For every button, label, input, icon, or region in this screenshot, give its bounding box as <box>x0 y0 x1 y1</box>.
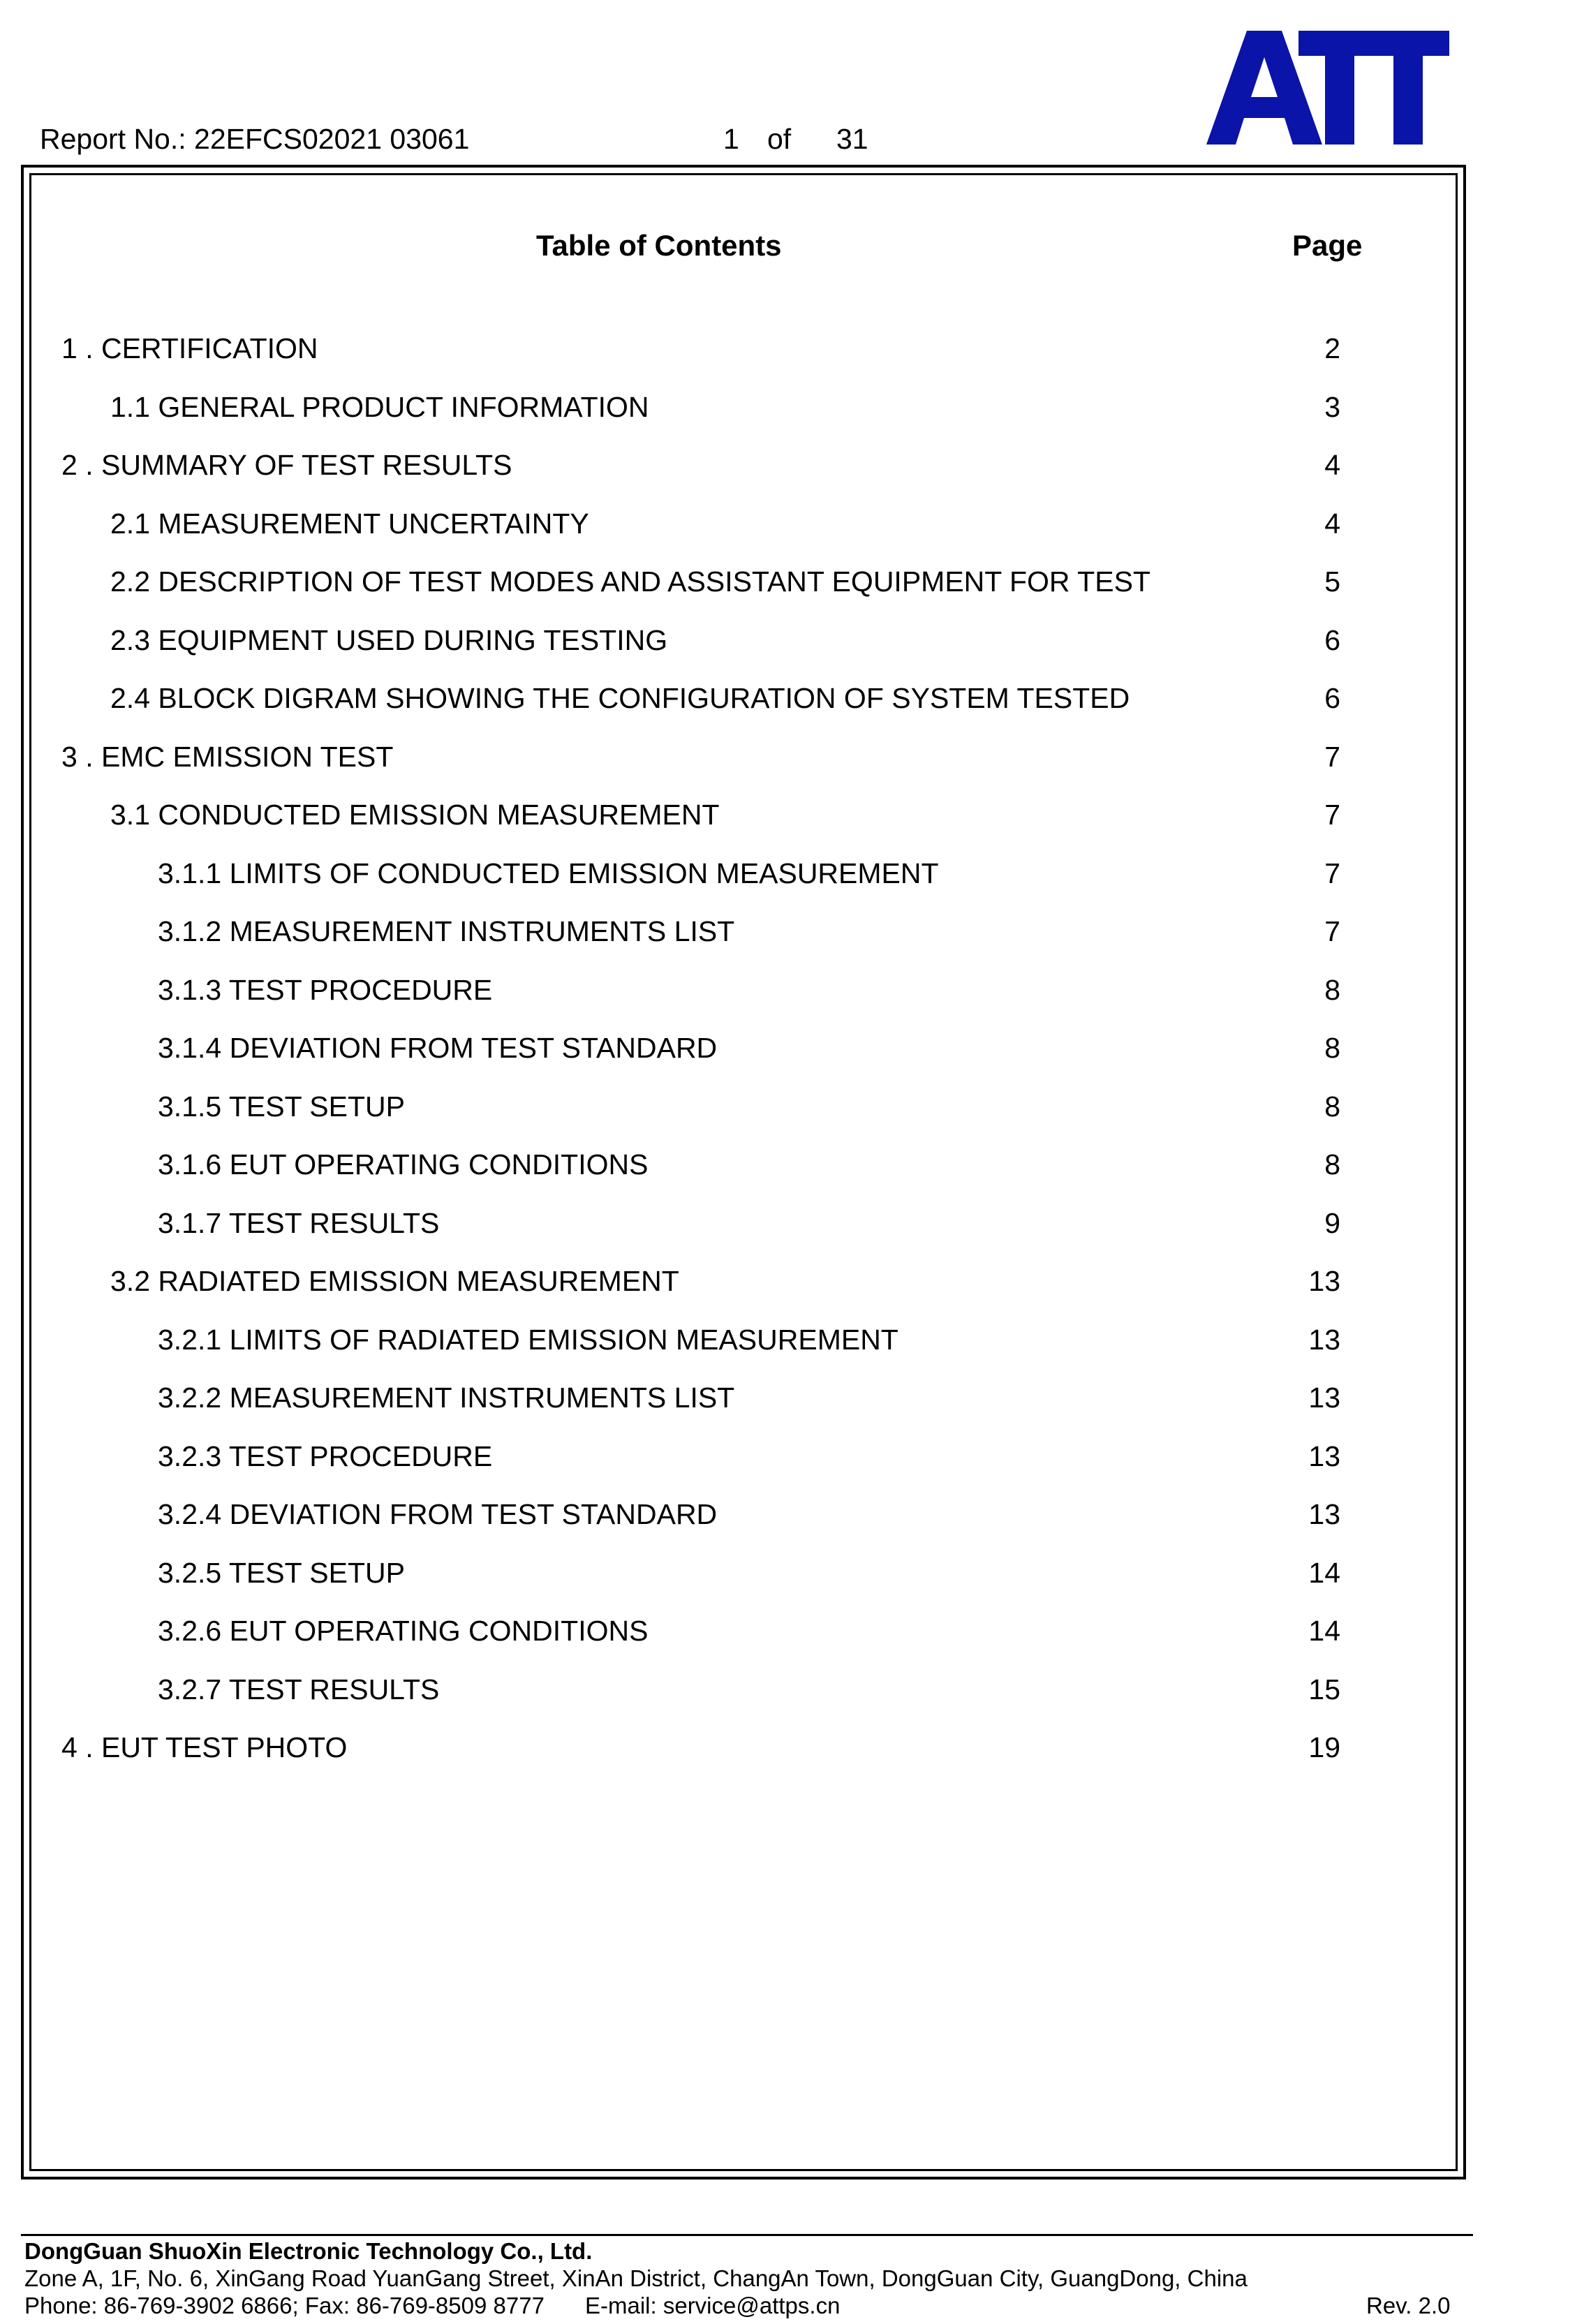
toc-entry-label: 3.2 RADIATED EMISSION MEASUREMENT <box>110 1265 679 1297</box>
footer-address: Zone A, 1F, No. 6, XinGang Road YuanGang Street, XinAn District, ChangAn Town, DongGuan City, GuangDong, China <box>24 2265 1248 2291</box>
toc-entry[interactable] <box>0 332 1591 374</box>
toc-entry-page: 13 <box>1308 1265 1340 1297</box>
toc-entry-page: 7 <box>1324 741 1340 773</box>
toc-entry[interactable] <box>0 1090 1591 1132</box>
toc-entry-page: 4 <box>1324 449 1340 481</box>
footer-revision: Rev. 2.0 <box>1366 2293 1451 2318</box>
toc-entry[interactable] <box>0 1673 1591 1715</box>
toc-entry-label: 2.1 MEASUREMENT UNCERTAINTY <box>110 508 589 540</box>
toc-entry[interactable] <box>0 974 1591 1016</box>
toc-entry[interactable] <box>0 915 1591 957</box>
toc-entry-label: 2 . SUMMARY OF TEST RESULTS <box>61 449 512 481</box>
toc-entry-label: 3.2.3 TEST PROCEDURE <box>158 1440 493 1472</box>
toc-entry-label: 4 . EUT TEST PHOTO <box>61 1731 348 1763</box>
toc-entry-page: 13 <box>1308 1382 1340 1414</box>
toc-entry-page: 8 <box>1324 1148 1340 1180</box>
toc-entry-page: 14 <box>1308 1557 1340 1589</box>
toc-entry-page: 3 <box>1324 391 1340 423</box>
toc-entry[interactable] <box>0 391 1591 433</box>
toc-entry-page: 9 <box>1324 1207 1340 1239</box>
toc-entry[interactable] <box>0 1265 1591 1307</box>
toc-entry-page: 7 <box>1324 915 1340 947</box>
toc-entry-label: 2.4 BLOCK DIGRAM SHOWING THE CONFIGURATION OF SYSTEM TESTED <box>110 682 1130 714</box>
toc-entry[interactable] <box>0 741 1591 783</box>
toc-entry[interactable] <box>0 1148 1591 1190</box>
footer-company: DongGuan ShuoXin Electronic Technology Co., Ltd. <box>24 2238 593 2264</box>
toc-entry[interactable] <box>0 1324 1591 1365</box>
toc-entry-label: 3.2.1 LIMITS OF RADIATED EMISSION MEASUREMENT <box>158 1324 898 1356</box>
toc-entry-label: 3.2.7 TEST RESULTS <box>158 1673 440 1705</box>
toc-entry-label: 3.2.2 MEASUREMENT INSTRUMENTS LIST <box>158 1382 735 1414</box>
toc-entry-label: 2.2 DESCRIPTION OF TEST MODES AND ASSISTANT EQUIPMENT FOR TEST <box>110 565 1150 598</box>
toc-entry[interactable] <box>0 799 1591 841</box>
toc-entry[interactable] <box>0 1615 1591 1657</box>
toc-entry-page: 15 <box>1308 1673 1340 1705</box>
toc-entry[interactable] <box>0 1498 1591 1540</box>
toc-entry-page: 13 <box>1308 1440 1340 1472</box>
footer-divider <box>21 2234 1473 2236</box>
toc-entry-page: 13 <box>1308 1324 1340 1356</box>
toc-entry-page: 13 <box>1308 1498 1340 1530</box>
toc-entry-page: 6 <box>1324 624 1340 656</box>
toc-entry[interactable] <box>0 1032 1591 1074</box>
toc-entry[interactable] <box>0 508 1591 549</box>
toc-entry-label: 3.1.7 TEST RESULTS <box>158 1207 440 1239</box>
toc-entry-page: 14 <box>1308 1615 1340 1647</box>
toc-entry-label: 3.1.4 DEVIATION FROM TEST STANDARD <box>158 1032 718 1064</box>
toc-entry[interactable] <box>0 1207 1591 1249</box>
toc-entry-page: 8 <box>1324 1090 1340 1123</box>
toc-entry-page: 2 <box>1324 332 1340 364</box>
toc-entry[interactable] <box>0 1440 1591 1482</box>
toc-entry-label: 3.1.1 LIMITS OF CONDUCTED EMISSION MEASUREMENT <box>158 857 939 889</box>
toc-entry-label: 3.1.2 MEASUREMENT INSTRUMENTS LIST <box>158 915 735 947</box>
toc-entry-page: 8 <box>1324 1032 1340 1064</box>
toc-entry[interactable] <box>0 682 1591 724</box>
toc-entry[interactable] <box>0 624 1591 666</box>
toc-entry[interactable] <box>0 1382 1591 1423</box>
toc-entry-page: 4 <box>1324 508 1340 540</box>
toc-title: Table of Contents <box>536 229 782 262</box>
page-current: 1 <box>723 123 739 155</box>
toc-entry-label: 3.1 CONDUCTED EMISSION MEASUREMENT <box>110 799 720 831</box>
toc-entry-label: 2.3 EQUIPMENT USED DURING TESTING <box>110 624 668 656</box>
toc-entry-label: 3.2.4 DEVIATION FROM TEST STANDARD <box>158 1498 718 1530</box>
toc-entry-label: 3.1.3 TEST PROCEDURE <box>158 974 493 1006</box>
toc-entry-label: 1 . CERTIFICATION <box>61 332 318 364</box>
toc-entry-page: 5 <box>1324 565 1340 598</box>
toc-entry-label: 3 . EMC EMISSION TEST <box>61 741 394 773</box>
toc-entry-page: 19 <box>1308 1731 1340 1763</box>
toc-entry-label: 1.1 GENERAL PRODUCT INFORMATION <box>110 391 649 423</box>
toc-entry[interactable] <box>0 857 1591 899</box>
toc-entry[interactable] <box>0 1557 1591 1599</box>
toc-entry-label: 3.1.5 TEST SETUP <box>158 1090 405 1123</box>
page-total: 31 <box>836 123 868 155</box>
toc-entry[interactable] <box>0 1731 1591 1773</box>
toc-entry-label: 3.1.6 EUT OPERATING CONDITIONS <box>158 1148 649 1180</box>
toc-entry-label: 3.2.6 EUT OPERATING CONDITIONS <box>158 1615 649 1647</box>
toc-entry-page: 6 <box>1324 682 1340 714</box>
footer-email: E-mail: service@attps.cn <box>585 2293 841 2318</box>
toc-entry-page: 8 <box>1324 974 1340 1006</box>
footer-phone-fax: Phone: 86-769-3902 6866; Fax: 86-769-8509 8777 <box>24 2293 545 2318</box>
toc-entry[interactable] <box>0 449 1591 491</box>
report-number: Report No.: 22EFCS02021 03061 <box>40 123 470 155</box>
page-column-heading: Page <box>1292 229 1363 262</box>
toc-entry-page: 7 <box>1324 857 1340 889</box>
page-of-label: of <box>767 123 792 155</box>
toc-entry-page: 7 <box>1324 799 1340 831</box>
toc-entry[interactable] <box>0 565 1591 607</box>
toc-entry-label: 3.2.5 TEST SETUP <box>158 1557 405 1589</box>
